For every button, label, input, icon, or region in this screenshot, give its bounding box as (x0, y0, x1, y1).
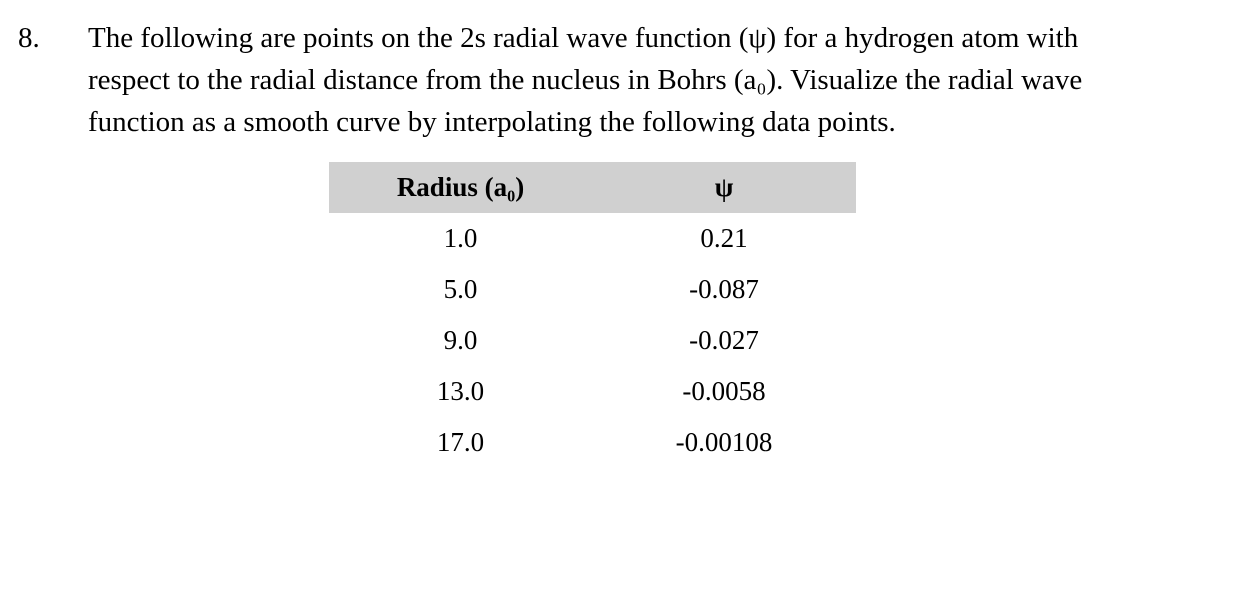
psi-cell: -0.0058 (682, 376, 766, 406)
psi-cell: 0.21 (700, 223, 748, 253)
radius-cell: 1.0 (443, 223, 478, 253)
question-text-line: The following are points on the 2s radial wave function (ψ) for a hydrogen atom with (88, 22, 1079, 54)
data-table (329, 162, 856, 468)
psi-cell: -0.027 (689, 325, 759, 355)
table-header-row (329, 162, 856, 213)
radius-cell: 9.0 (443, 325, 478, 355)
table-row (329, 366, 856, 417)
psi-cell: -0.087 (689, 274, 759, 304)
table-row (329, 315, 856, 366)
table-row (329, 417, 856, 468)
table-row (329, 264, 856, 315)
radius-cell: 17.0 (436, 427, 485, 457)
question-text-line: function as a smooth curve by interpolating the following data points. (88, 106, 896, 138)
table-row (329, 213, 856, 264)
psi-cell: -0.00108 (675, 427, 773, 457)
radius-cell: 5.0 (443, 274, 478, 304)
header-radius: Radius (a₀) (329, 162, 592, 213)
radius-cell: 13.0 (436, 376, 485, 406)
question-number: 8. (18, 22, 40, 54)
question-text (88, 17, 1208, 143)
question-text-line: respect to the radial distance from the nucleus in Bohrs (a₀). Visualize the radial wave (88, 64, 1083, 96)
header-psi: ψ (592, 162, 856, 213)
